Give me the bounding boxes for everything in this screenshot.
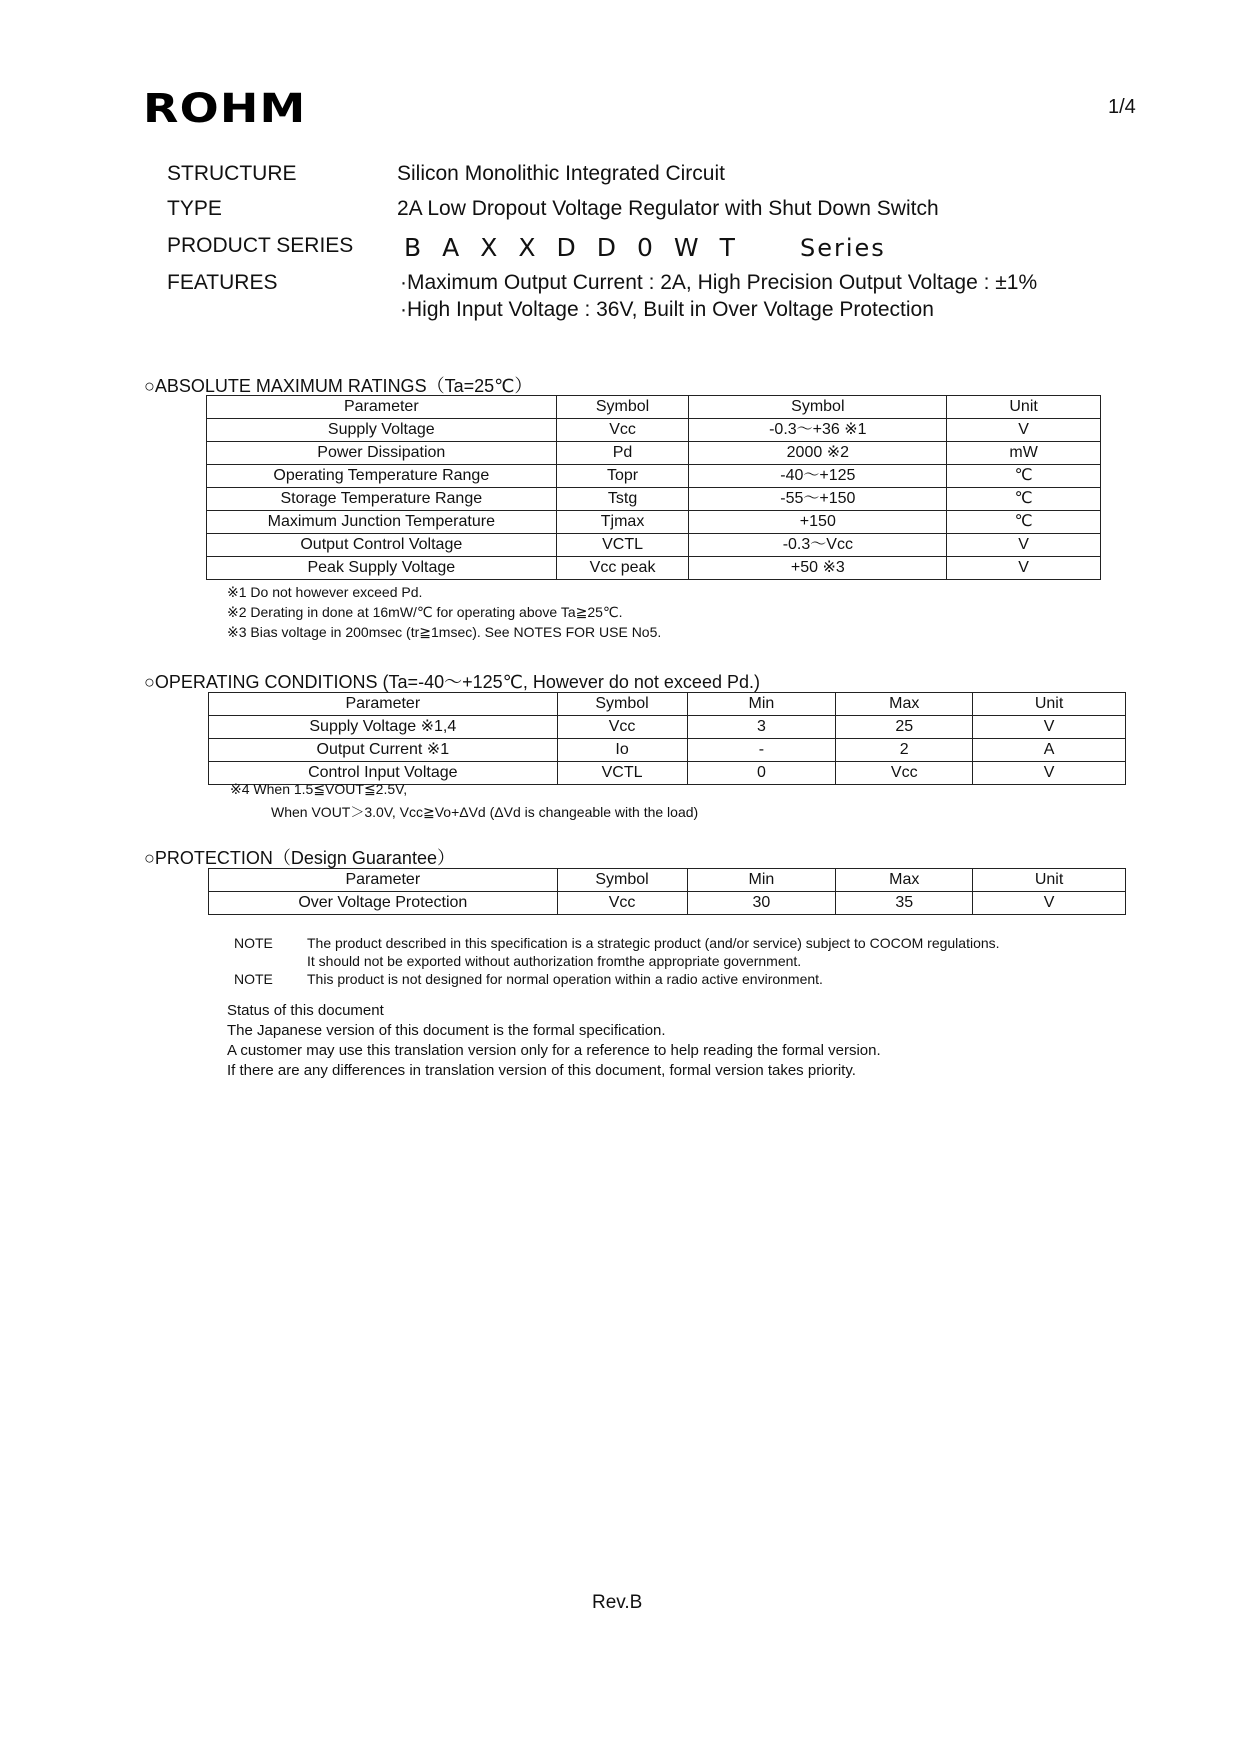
table-row [207, 442, 1101, 465]
table-cell: mW [947, 442, 1101, 465]
table-cell: Io [557, 739, 687, 762]
table-cell: +150 [689, 511, 947, 534]
table-cell: Maximum Junction Temperature [207, 511, 557, 534]
table-cell: Storage Temperature Range [207, 488, 557, 511]
structure-label: STRUCTURE [167, 162, 297, 185]
table-cell: - [687, 739, 836, 762]
table-cell: -55～+150 [689, 488, 947, 511]
feature-1: ·Maximum Output Current : 2A, High Precision Output Voltage : ±1% [400, 271, 1038, 294]
status-line: If there are any differences in translation version of this document, formal version takes priority. [227, 1062, 856, 1079]
table-cell: Operating Temperature Range [207, 465, 557, 488]
table-cell: Supply Voltage [207, 419, 557, 442]
table-cell: Topr [556, 465, 689, 488]
table-cell: A [973, 739, 1126, 762]
status-line: A customer may use this translation version only for a reference to help reading the formal version. [227, 1042, 881, 1059]
table-row [209, 739, 1126, 762]
table-cell: 35 [836, 892, 973, 915]
abs-max-footnote: ※1 Do not however exceed Pd. [227, 584, 423, 600]
table-cell: -40～+125 [689, 465, 947, 488]
table-cell: ℃ [947, 511, 1101, 534]
abs-max-title: ○ABSOLUTE MAXIMUM RATINGS（Ta=25℃） [144, 376, 533, 396]
table-header-cell: Max [836, 869, 973, 892]
table-row [207, 488, 1101, 511]
table-cell: Control Input Voltage [209, 762, 558, 785]
table-cell: V [973, 762, 1126, 785]
table-header-row [207, 396, 1101, 419]
table-row [207, 419, 1101, 442]
note-label: NOTE [234, 971, 273, 987]
table-header-row [209, 869, 1126, 892]
table-header-cell: Parameter [207, 396, 557, 419]
table-cell: ℃ [947, 465, 1101, 488]
table-cell: Supply Voltage ※1,4 [209, 716, 558, 739]
table-header-cell: Parameter [209, 693, 558, 716]
table-row [207, 557, 1101, 580]
table-cell: V [973, 892, 1126, 915]
table-header-cell: Unit [973, 693, 1126, 716]
table-cell: VCTL [556, 534, 689, 557]
table-header-cell: Unit [973, 869, 1126, 892]
table-cell: VCTL [557, 762, 687, 785]
table-cell: V [973, 716, 1126, 739]
note-text: The product described in this specification is a strategic product (and/or service) subject to COCOM regulations. [307, 935, 1000, 951]
table-header-cell: Unit [947, 396, 1101, 419]
note-label: NOTE [234, 935, 273, 951]
table-cell: Vcc [557, 716, 687, 739]
table-cell: 0 [687, 762, 836, 785]
abs-max-footnote: ※2 Derating in done at 16mW/℃ for operating above Ta≧25℃. [227, 604, 623, 620]
table-cell: ℃ [947, 488, 1101, 511]
table-header-cell: Symbol [556, 396, 689, 419]
page-number: 1/4 [1108, 96, 1136, 118]
table-cell: Vcc [556, 419, 689, 442]
table-cell: Vcc [836, 762, 973, 785]
series-label: PRODUCT SERIES [167, 234, 354, 257]
series-word: Series [800, 234, 886, 262]
table-header-cell: Parameter [209, 869, 558, 892]
type-value: 2A Low Dropout Voltage Regulator with Shut Down Switch [397, 197, 939, 220]
table-header-cell: Min [687, 693, 836, 716]
feature-2: ·High Input Voltage : 36V, Built in Over Voltage Protection [400, 298, 934, 321]
table-header-cell: Min [687, 869, 836, 892]
features-label: FEATURES [167, 271, 278, 294]
table-cell: Tstg [556, 488, 689, 511]
table-cell: 2000 ※2 [689, 442, 947, 465]
revision-label: Rev.B [592, 1592, 643, 1613]
table-cell: Pd [556, 442, 689, 465]
table-cell: +50 ※3 [689, 557, 947, 580]
abs-max-footnote: ※3 Bias voltage in 200msec (tr≧1msec). See NOTES FOR USE No5. [227, 624, 662, 640]
table-cell: Over Voltage Protection [209, 892, 558, 915]
table-cell: V [947, 419, 1101, 442]
table-header-cell: Symbol [557, 869, 687, 892]
table-cell: Vcc [557, 892, 687, 915]
table-cell: 30 [687, 892, 836, 915]
structure-value: Silicon Monolithic Integrated Circuit [397, 162, 725, 185]
table-header-row [209, 693, 1126, 716]
table-header-cell: Symbol [689, 396, 947, 419]
operating-footnote: When VOUT＞3.0V, Vcc≧Vo+ΔVd (ΔVd is changeable with the load) [271, 804, 699, 820]
note-text: This product is not designed for normal operation within a radio active environment. [307, 971, 823, 987]
table-row [209, 716, 1126, 739]
table-header-cell: Max [836, 693, 973, 716]
table-cell: 3 [687, 716, 836, 739]
table-cell: V [947, 534, 1101, 557]
table-cell: Output Control Voltage [207, 534, 557, 557]
table-cell: -0.3～+36 ※1 [689, 419, 947, 442]
abs-max-table [206, 395, 1101, 580]
table-row [207, 465, 1101, 488]
type-label: TYPE [167, 197, 222, 220]
table-header-cell: Symbol [557, 693, 687, 716]
table-cell: Peak Supply Voltage [207, 557, 557, 580]
operating-title: ○OPERATING CONDITIONS (Ta=-40～+125℃, However do not exceed Pd.) [144, 672, 760, 692]
protection-title: ○PROTECTION（Design Guarantee） [144, 848, 455, 868]
note-text: It should not be exported without authorization fromthe appropriate government. [307, 953, 802, 969]
status-line: Status of this document [227, 1002, 384, 1019]
table-cell: Output Current ※1 [209, 739, 558, 762]
table-cell: Vcc peak [556, 557, 689, 580]
operating-footnote: ※4 When 1.5≦VOUT≦2.5V, [230, 781, 408, 797]
table-cell: Power Dissipation [207, 442, 557, 465]
table-cell: Tjmax [556, 511, 689, 534]
protection-table [208, 868, 1126, 915]
table-row [209, 892, 1126, 915]
status-line: The Japanese version of this document is the formal specification. [227, 1022, 666, 1039]
table-cell: V [947, 557, 1101, 580]
table-row [207, 534, 1101, 557]
table-cell: 2 [836, 739, 973, 762]
table-cell: -0.3～Vcc [689, 534, 947, 557]
operating-table [208, 692, 1126, 785]
table-row [207, 511, 1101, 534]
table-cell: 25 [836, 716, 973, 739]
rohm-logo: ROHM [143, 86, 307, 132]
series-code: BAXXDD0WT [404, 233, 756, 262]
